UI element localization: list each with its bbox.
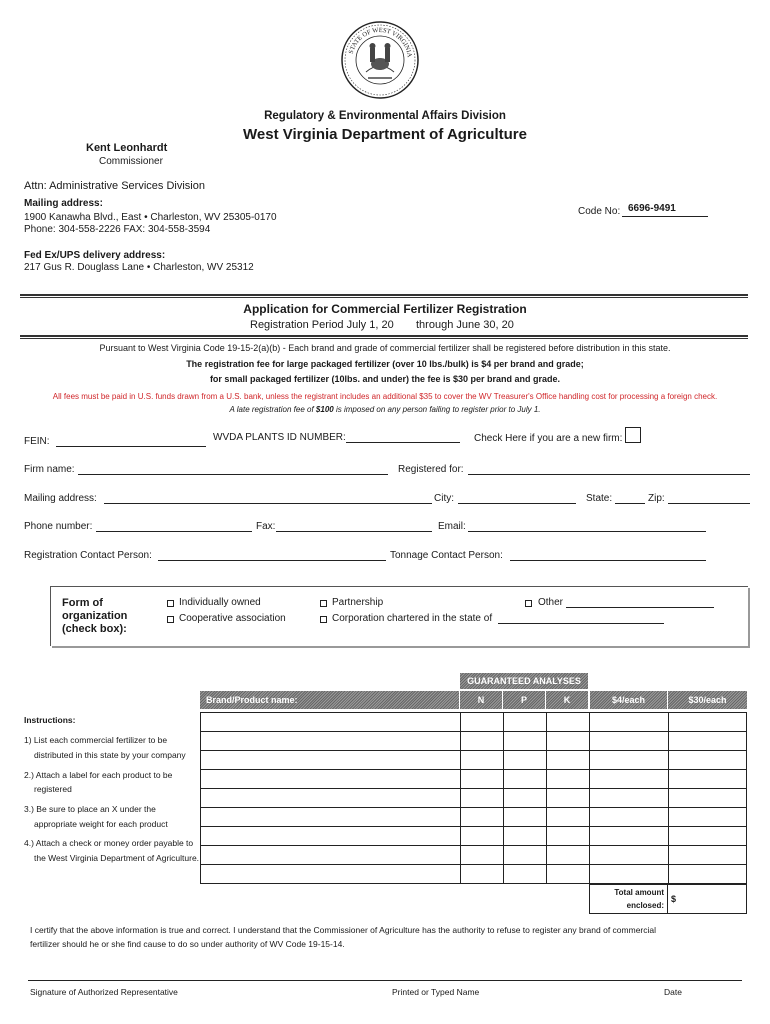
table-row[interactable]: [201, 845, 746, 846]
division-title: Regulatory & Environmental Affairs Division: [264, 110, 506, 122]
attn-line: Attn: Administrative Services Division: [24, 180, 205, 192]
mailing-label: Mailing address:: [24, 198, 103, 209]
col-divider: [589, 713, 590, 883]
total-amount-field[interactable]: [680, 886, 744, 912]
email-label: Email:: [438, 521, 466, 532]
code-underline: [622, 216, 708, 217]
state-label: State:: [586, 493, 613, 504]
mailing-address-label: Mailing address:: [24, 493, 97, 504]
certify-line1: I certify that the above information is true and correct. I understand that the Commissioner of Agriculture has the authority to refuse to register any brand of commercial: [30, 925, 657, 935]
fein-label: FEIN:: [24, 436, 50, 447]
instruction-3b: appropriate weight for each product: [34, 819, 168, 829]
email-field[interactable]: [468, 531, 706, 532]
commissioner-name: Kent Leonhardt: [86, 142, 168, 154]
n-header: N: [460, 691, 502, 709]
individual-label: Individually owned: [179, 597, 261, 608]
thirty-each-header: $30/each: [668, 691, 747, 709]
form-title: Application for Commercial Fertilizer Registration: [243, 302, 527, 316]
new-firm-label: Check Here if you are a new firm:: [474, 433, 623, 444]
coop-checkbox[interactable]: [167, 616, 174, 623]
corp-checkbox[interactable]: [320, 616, 327, 623]
late-fee-amount: $100: [315, 405, 334, 414]
org-label-1: Form of: [62, 597, 103, 609]
instruction-4a: 4.) Attach a check or money order payable to: [24, 838, 194, 848]
individual-checkbox[interactable]: [167, 600, 174, 607]
code-label: Code No:: [578, 206, 621, 217]
other-checkbox[interactable]: [525, 600, 532, 607]
new-firm-checkbox[interactable]: [625, 427, 641, 443]
commissioner-title: Commissioner: [99, 156, 163, 167]
other-field[interactable]: [566, 607, 714, 608]
partnership-checkbox[interactable]: [320, 600, 327, 607]
four-each-header: $4/each: [590, 691, 667, 709]
col-divider: [546, 713, 547, 883]
total-label-1: Total amount: [614, 888, 664, 897]
col-divider: [503, 713, 504, 883]
tonnage-contact-field[interactable]: [510, 560, 706, 561]
department-title: West Virginia Department of Agriculture: [243, 126, 527, 143]
svg-text:STATE OF WEST VIRGINIA: STATE OF WEST VIRGINIA: [347, 26, 413, 58]
notice-line2: The registration fee for large packaged fertilizer (over 10 lbs./bulk) is $4 per brand and grade;: [186, 359, 584, 369]
brand-header-label: Brand/Product name:: [206, 695, 298, 705]
fax-label: Fax:: [256, 521, 276, 532]
p-header: P: [503, 691, 545, 709]
period-end: through June 30, 20: [416, 319, 514, 331]
total-label-2: enclosed:: [626, 901, 664, 910]
registered-for-label: Registered for:: [398, 464, 464, 475]
late-fee-text-a: A late registration fee of: [229, 405, 316, 414]
state-seal: [340, 20, 420, 100]
col-divider: [668, 713, 669, 883]
col-divider: [460, 713, 461, 883]
other-label: Other: [538, 597, 564, 608]
fedex-line: 217 Gus R. Douglass Lane • Charleston, WV 25312: [24, 262, 254, 273]
table-row[interactable]: [201, 769, 746, 770]
city-label: City:: [434, 493, 454, 504]
table-row[interactable]: [201, 864, 746, 865]
certify-line2: fertilizer should he or she find cause to do so under authority of WV Code 19-15-14.: [30, 939, 345, 949]
zip-field[interactable]: [668, 503, 750, 504]
title-rule-top: [20, 294, 748, 298]
instruction-2a: 2.) Attach a label for each product to be: [24, 770, 173, 780]
title-rule-bottom: [20, 335, 748, 339]
k-header: K: [546, 691, 588, 709]
mailing-line1: 1900 Kanawha Blvd., East • Charleston, WV 25305-0170: [24, 212, 277, 223]
reg-contact-field[interactable]: [158, 560, 386, 561]
partnership-label: Partnership: [332, 597, 384, 608]
corp-state-field[interactable]: [498, 623, 664, 624]
mailing-address-field[interactable]: [104, 503, 432, 504]
code-value: 6696-9491: [628, 203, 676, 214]
printed-name-label: Printed or Typed Name: [392, 987, 480, 997]
late-fee-text-b: is imposed on any person failing to register prior to July 1.: [333, 405, 541, 414]
notice-line3: for small packaged fertilizer (10lbs. and under) the fee is $30 per brand and grade.: [209, 374, 561, 384]
brand-header: [200, 691, 459, 709]
firm-name-field[interactable]: [78, 474, 388, 475]
table-row[interactable]: [201, 788, 746, 789]
mailing-line2: Phone: 304-558-2226 FAX: 304-558-3594: [24, 224, 211, 235]
instruction-2b: registered: [34, 784, 72, 794]
period-start: Registration Period July 1, 20: [250, 319, 394, 331]
phone-label: Phone number:: [24, 521, 93, 532]
wvda-field[interactable]: [346, 442, 460, 443]
table-row[interactable]: [201, 826, 746, 827]
guaranteed-analyses-header: GUARANTEED ANALYSES: [460, 673, 588, 689]
signature-label: Signature of Authorized Representative: [30, 987, 178, 997]
reg-contact-label: Registration Contact Person:: [24, 550, 152, 561]
notice-line1: Pursuant to West Virginia Code 19-15-2(a)(b) - Each brand and grade of commercial fertilizer shall be registered before distribution in this state.: [99, 343, 671, 353]
state-field[interactable]: [615, 503, 645, 504]
table-row[interactable]: [201, 731, 746, 732]
fax-field[interactable]: [276, 531, 432, 532]
notice-line4: All fees must be paid in U.S. funds drawn from a U.S. bank, unless the registrant includes an additional $35 to cover the WV Treasurer's Office handling cost for processing a foreign check.: [52, 392, 718, 401]
instruction-1a: 1) List each commercial fertilizer to be: [24, 735, 168, 745]
instruction-4b: the West Virginia Department of Agriculture.: [34, 853, 200, 863]
products-table: [200, 712, 747, 884]
signature-line[interactable]: [28, 980, 742, 981]
city-field[interactable]: [458, 503, 576, 504]
table-row[interactable]: [201, 750, 746, 751]
instruction-3a: 3.) Be sure to place an X under the: [24, 804, 156, 814]
tonnage-contact-label: Tonnage Contact Person:: [390, 550, 503, 561]
phone-field[interactable]: [96, 531, 252, 532]
table-row[interactable]: [201, 807, 746, 808]
total-dollar: $: [671, 894, 677, 904]
firm-name-label: Firm name:: [24, 464, 75, 475]
zip-label: Zip:: [648, 493, 665, 504]
fedex-label: Fed Ex/UPS delivery address:: [24, 250, 166, 261]
org-label-3: (check box):: [62, 623, 127, 635]
date-label: Date: [664, 987, 682, 997]
corp-label: Corporation chartered in the state of: [332, 613, 493, 624]
total-divider: [667, 884, 668, 914]
notice-line5: [0, 405, 770, 414]
coop-label: Cooperative association: [179, 613, 286, 624]
org-label-2: organization: [62, 610, 128, 622]
instructions-title: Instructions:: [24, 715, 76, 725]
instruction-1b: distributed in this state by your company: [34, 750, 186, 760]
registered-for-field[interactable]: [468, 474, 750, 475]
wvda-label: WVDA PLANTS ID NUMBER:: [213, 432, 346, 443]
fein-field[interactable]: [56, 446, 206, 447]
